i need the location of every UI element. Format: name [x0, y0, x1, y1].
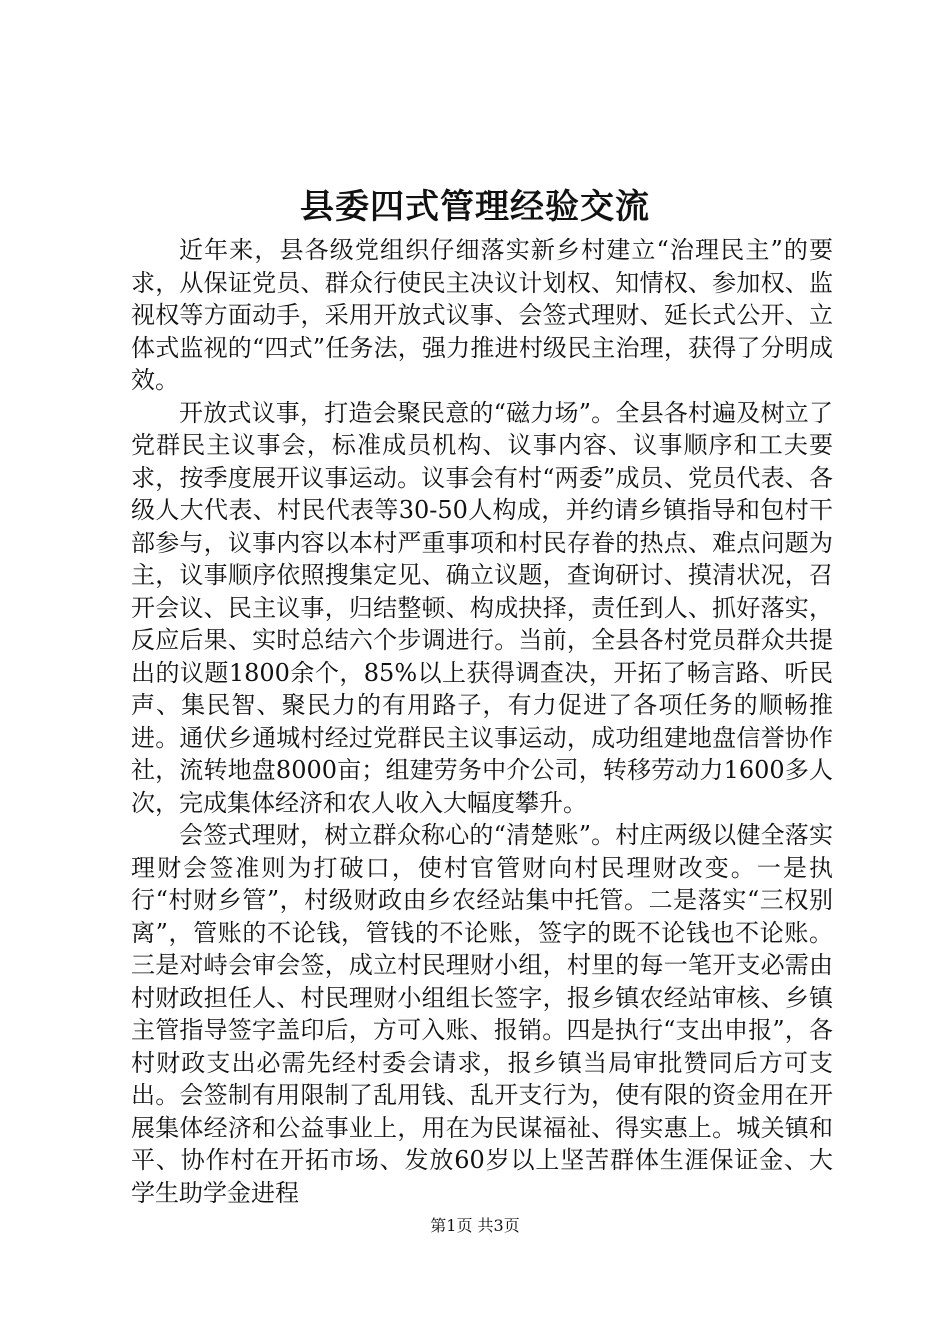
document-title: 县委四式管理经验交流 — [300, 187, 650, 227]
paragraph-intro: 近年来，县各级党组织仔细落实新乡村建立“治理民主”的要求，从保证党员、群众行使民主决议计划权、知情权、参加权、监视权等方面动手，采用开放式议事、会签式理财、延长式公开、立体式监视的“四式”任务法，强力推进村级民主治理，获得了分明成效。 — [131, 236, 833, 394]
page-footer: 第1页 共3页 — [430, 1216, 520, 1235]
document-body — [131, 234, 833, 1209]
paragraph-open-discussion: 开放式议事，打造会聚民意的“磁力场”。全县各村遍及树立了党群民主议事会，标准成员机构、议事内容、议事顺序和工夫要求，按季度展开议事运动。议事会有村“两委”成员、党员代表、各级人大代表、村民代表等30-50人构成，并约请乡镇指导和包村干部参与，议事内容以本村严重事项和村民存眷的热点、难点问题为主，议事顺序依照搜集定见、确立议题，查询研讨、摸清状况，召开会议、民主议事，归结整顿、构成抉择，责任到人、抓好落实，反应后果、实时总结六个步调进行。当前，全县各村党员群众共提出的议题1800余个，85%以上获得调查决，开拓了畅言路、听民声、集民智、聚民力的有用路子，有力促进了各项任务的顺畅推进。通伏乡通城村经过党群民主议事运动，成功组建地盘信誉协作社，流转地盘8000亩；组建劳务中介公司，转移劳动力1600多人次，完成集体经济和农人收入大幅度攀升。 — [131, 398, 833, 817]
paragraph-countersign-finance: 会签式理财，树立群众称心的“清楚账”。村庄两级以健全落实理财会签准则为打破口，使村官管财向村民理财改变。一是执行“村财乡管”，村级财政由乡农经站集中托管。二是落实“三权别离”，管账的不论钱，管钱的不论账，签字的既不论钱也不论账。三是对峙会审会签，成立村民理财小组，村里的每一笔开支必需由村财政担任人、村民理财小组组长签字，报乡镇农经站审核、乡镇主管指导签字盖印后，方可入账、报销。四是执行“支出申报”，各村财政支出必需先经村委会请求，报乡镇当局审批赞同后方可支出。会签制有用限制了乱用钱、乱开支行为，使有限的资金用在开展集体经济和公益事业上，用在为民谋福祉、得实惠上。城关镇和平、协作村在开拓市场、发放60岁以上坚苦群体生涯保证金、大学生助学金进程 — [131, 821, 833, 1207]
